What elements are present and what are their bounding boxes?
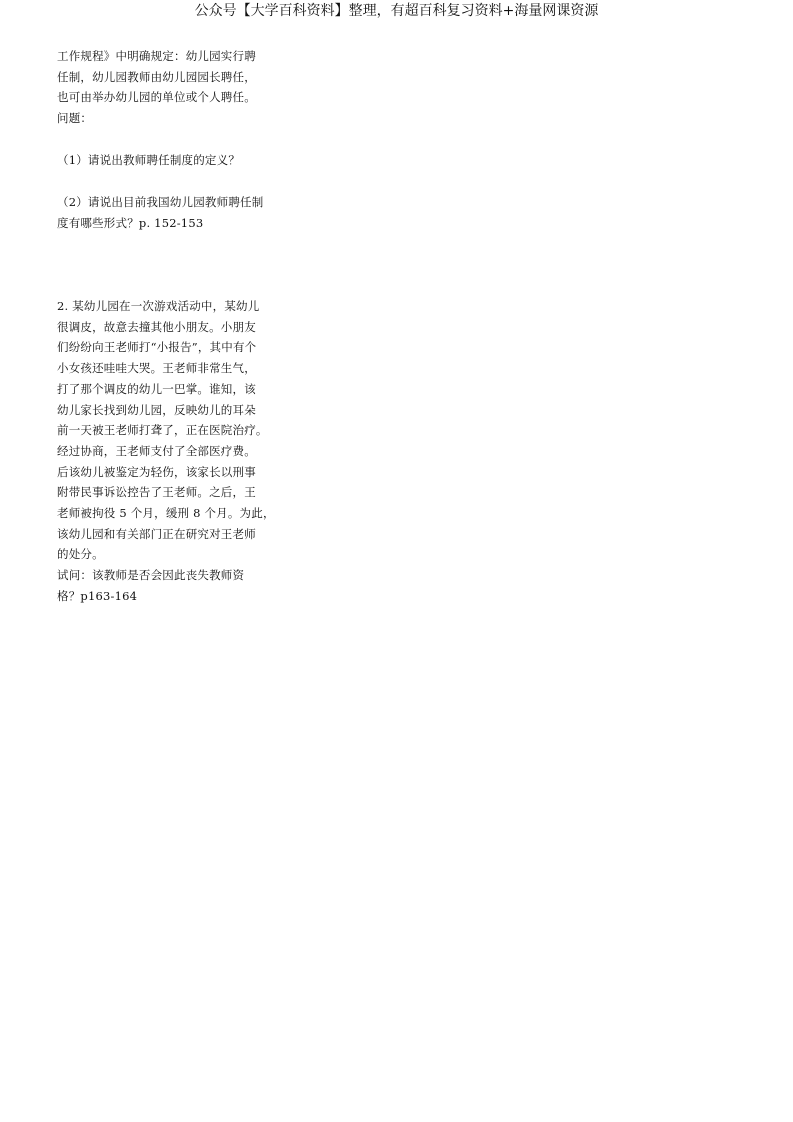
question-2: [57, 192, 269, 233]
text-line: 的处分。: [57, 547, 104, 562]
text-line: 附带民事诉讼控告了王老师。之后，王: [57, 485, 256, 500]
text-line: 也可由举办幼儿园的单位或个人聘任。: [57, 90, 256, 105]
text-line: 打了那个调皮的幼儿一巴掌。谁知，该: [57, 381, 256, 396]
text-line: （2）请说出目前我国幼儿园教师聘任制: [57, 195, 264, 209]
page-header: 公众号【大学百科资料】整理，有超百科复习资料+海量网课资源: [194, 3, 599, 19]
text-line: 试问：该教师是否会因此丧失教师资: [57, 568, 245, 583]
text-line: 很调皮，故意去撞其他小朋友。小朋友: [57, 319, 256, 334]
text-line: 经过协商，王老师支付了全部医疗费。: [57, 443, 256, 458]
text-line: 问题：: [57, 111, 93, 126]
text-line: 2. 某幼儿园在一次游戏活动中，某幼儿: [57, 299, 260, 313]
question-1: [57, 150, 269, 171]
text-line: 度有哪些形式？p. 152-153: [57, 215, 204, 230]
text-line: 格？p163-164: [57, 588, 138, 603]
text-line: 老师被拘役 5 个月，缓刑 8 个月。为此，: [57, 506, 275, 521]
text-line: 任制，幼儿园教师由幼儿园园长聘任，: [57, 69, 256, 84]
text-line: 小女孩还哇哇大哭。王老师非常生气，: [57, 361, 256, 376]
text-line: 后该幼儿被鉴定为轻伤，该家长以刑事: [57, 464, 256, 479]
text-line: 幼儿家长找到幼儿园，反映幼儿的耳朵: [57, 402, 256, 417]
text-line: 该幼儿园和有关部门正在研究对王老师: [57, 526, 256, 541]
text-line: 前一天被王老师打聋了，正在医院治疗。: [57, 423, 268, 438]
intro-paragraph: [57, 46, 269, 129]
text-line: 工作规程》中明确规定：幼儿园实行聘: [57, 49, 256, 63]
text-line: 们纷纷向王老师打“小报告”，其中有个: [57, 340, 257, 355]
text-line: （1）请说出教师聘任制度的定义？: [57, 153, 241, 167]
case-2-paragraph: [57, 296, 275, 607]
